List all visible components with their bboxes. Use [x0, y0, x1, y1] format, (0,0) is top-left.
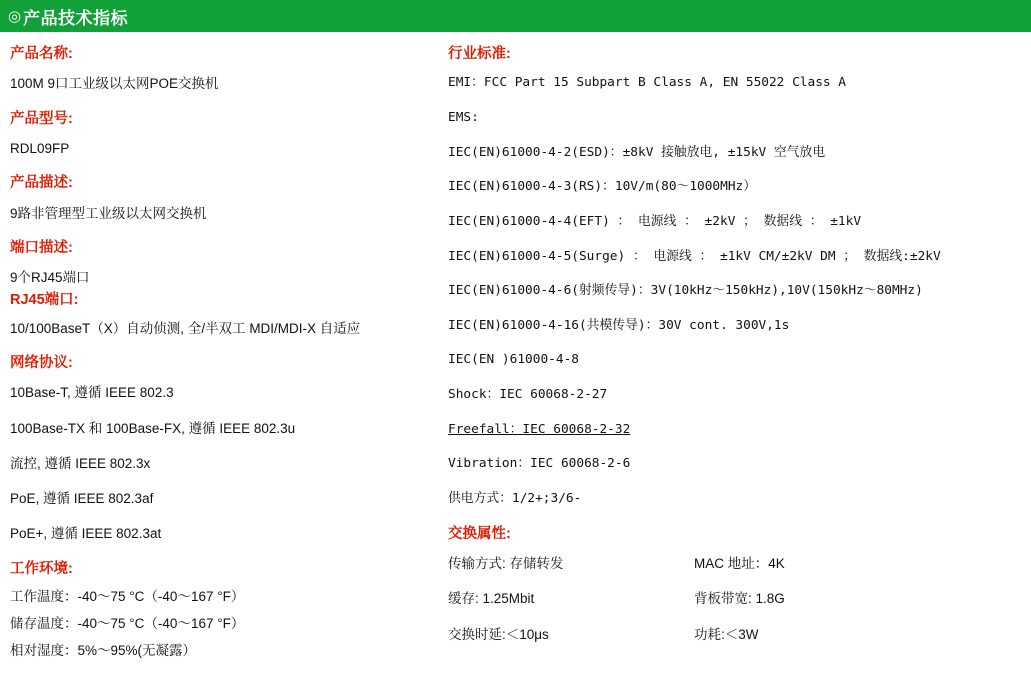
standard-line-11: Vibration：IEC 60068-2-6: [448, 456, 631, 472]
standard-line-10: [448, 422, 1031, 439]
label-network-protocol: 网络协议:: [10, 355, 73, 372]
section-header-bar: [0, 0, 1031, 32]
value-protocol-4: PoE+, 遵循 IEEE 802.3at: [10, 526, 162, 542]
value-protocol-3: PoE, 遵循 IEEE 802.3af: [10, 491, 154, 507]
label-switch-attributes: 交换属性:: [448, 525, 511, 542]
standard-line-6: IEC(EN)61000-4-6(射频传导)：3V(10kHz～150kHz),10V(150kHz～80MHz): [448, 283, 923, 299]
standard-line-8: IEC(EN )61000-4-8: [448, 352, 579, 368]
standard-line-4: IEC(EN)61000-4-4(EFT) ： 电源线 ： ±2kV ； 数据线 ： ±1kV: [448, 213, 862, 229]
standard-line-12: 供电方式：1/2+;3/6-: [448, 490, 582, 506]
switch-attr-key-0: 传输方式: 存储转发: [448, 555, 564, 571]
standard-line-3: IEC(EN)61000-4-3(RS)：10V/m(80～1000MHz）: [448, 179, 757, 195]
value-port-description: 9个RJ45端口: [10, 270, 90, 286]
standard-line-9: Shock：IEC 60068-2-27: [448, 387, 608, 403]
left-column: [0, 46, 448, 670]
switch-attr-val-0: MAC 地址：4K: [694, 555, 785, 571]
switch-attr-val-2: 功耗:＜3W: [694, 627, 759, 642]
standard-line-2: IEC(EN)61000-4-2(ESD)：±8kV 接触放电, ±15kV 空气放电: [448, 144, 826, 160]
label-product-description: 产品描述:: [10, 175, 73, 192]
bullseye-icon: ◎: [8, 7, 22, 25]
value-product-name: 100M 9口工业级以太网POE交换机: [10, 76, 219, 92]
switch-attr-key-1: 缓存: 1.25Mbit: [448, 591, 535, 607]
standard-line-10-text: Freefall：IEC 60068-2-32: [448, 421, 631, 437]
value-environment-2: 相对湿度：5%～95%(无凝露）: [10, 643, 197, 659]
standard-line-0: EMI：FCC Part 15 Subpart B Class A, EN 55022 Class A: [448, 75, 847, 91]
value-protocol-0: 10Base-T, 遵循 IEEE 802.3: [10, 385, 174, 401]
label-product-name: 产品名称:: [10, 46, 73, 62]
value-product-description: 9路非管理型工业级以太网交换机: [10, 205, 207, 221]
value-environment-0: 工作温度：-40～75 °C（-40～167 °F）: [10, 588, 245, 604]
value-environment-1: 储存温度：-40～75 °C（-40～167 °F）: [10, 616, 245, 632]
standard-line-5: IEC(EN)61000-4-5(Surge) ： 电源线 ： ±1kV CM/±2kV DM ； 数据线:±2kV: [448, 248, 941, 264]
spec-columns: [0, 32, 1031, 670]
switch-attr-key-2: 交换时延:＜10μs: [448, 627, 549, 642]
environment-list: [10, 588, 448, 661]
standard-line-7: IEC(EN)61000-4-16(共模传导)：30V cont. 300V,1s: [448, 317, 790, 333]
value-protocol-2: 流控, 遵循 IEEE 802.3x: [10, 455, 151, 471]
standard-line-1: EMS:: [448, 110, 479, 126]
industry-standard-list: [448, 75, 1031, 507]
value-protocol-1: 100Base-TX 和 100Base-FX, 遵循 IEEE 802.3u: [10, 420, 296, 436]
value-rj45-port: 10/100BaseT（X）自动侦测, 全/半双工 MDI/MDI-X 自适应: [10, 320, 361, 336]
label-working-environment: 工作环境:: [10, 560, 73, 577]
label-port-description: 端口描述:: [10, 239, 73, 256]
switch-attr-val-1: 背板带宽: 1.8G: [694, 591, 785, 607]
switch-attributes-grid: [448, 555, 1031, 644]
value-product-model: RDL09FP: [10, 141, 70, 156]
label-rj45-port: RJ45端口:: [10, 292, 79, 309]
right-column: [448, 46, 1031, 670]
page-title: 产品技术指标: [23, 8, 129, 28]
label-product-model: 产品型号:: [10, 110, 73, 127]
label-industry-standard: 行业标准:: [448, 46, 511, 62]
